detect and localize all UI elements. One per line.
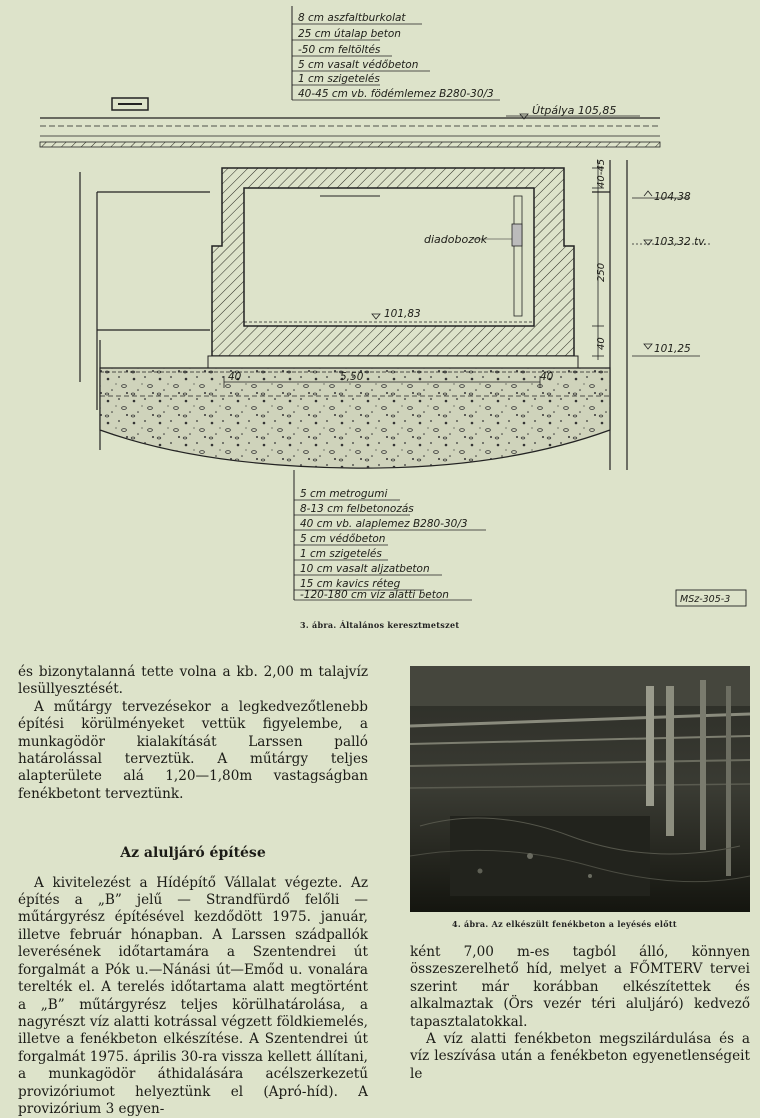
left-para-1: és bizonytalanná tette volna a kb. 2,00 m talajvíz lesüllyesztését. bbox=[18, 664, 368, 698]
left-column bbox=[18, 664, 368, 1118]
elevation-1: 104,38 bbox=[654, 191, 691, 203]
left-para-3: A kivitelezést a Hídépítő Vállalat végezte. Az építés a „B” jelű — Strandfürdő felőli — műtárgyrész építésével kezdődött 1975. január, illetve február hónapban. A Larssen szádpallók leverésének időtartamára a Szentendrei út forgalmát a Pók u.—Nánási út—Emőd u. vonalára terelték el. A terelés időtartama alatt megtörtént a „B” műtárgyrész teljes körülhatárolása, a nagyrészt víz alatti kotrással végzett földkiemelés, illetve a fenékbeton elkészítése. A Szentendrei út forgalmát 1975. április 30-ra vissza kellett állítani, a munkagödör áthidalására acélszerkezetű provizóriumot helyeztünk el (Apró-híd). A provizórium 3 egyen- bbox=[18, 874, 368, 1117]
side-dim-right: 40 bbox=[540, 371, 554, 383]
bottom-layer-labels bbox=[294, 470, 486, 601]
bottom-layer-4: 5 cm védőbeton bbox=[300, 533, 386, 545]
bottom-layer-2: 8-13 cm felbetonozás bbox=[300, 503, 414, 515]
bottom-layer-5: 1 cm szigetelés bbox=[300, 548, 382, 560]
right-para-2: A víz alatti fenékbeton megszilárdulása és a víz leszívása után a fenékbeton egyenetlenségeit le bbox=[410, 1031, 750, 1082]
top-layer-3: -50 cm feltöltés bbox=[298, 44, 381, 56]
top-layer-6: 40-45 cm vb. födémlemez B280-30/3 bbox=[298, 88, 494, 100]
figure3-caption: 3. ábra. Általános keresztmetszet bbox=[300, 620, 460, 630]
tunnel-box bbox=[208, 168, 578, 368]
right-para-1: ként 7,00 m-es tagból álló, könnyen összeszerelhető híd, melyet a FŐMTERV tervei szerint már korábban elkészítettek és alkalmaztak (Örs vezér téri aluljáró) kedvező tapasztalatokkal. bbox=[410, 944, 750, 1030]
drawing-stamp bbox=[676, 590, 746, 606]
bottom-layer-1: 5 cm metrogumi bbox=[300, 488, 388, 500]
bottom-layer-3: 40 cm vb. alaplemez B280-30/3 bbox=[300, 518, 468, 530]
right-column bbox=[410, 944, 750, 1083]
width-dimension: 5,50 bbox=[340, 371, 364, 383]
height-dimension: 250 bbox=[596, 262, 607, 282]
bottom-layer-8: -120-180 cm víz alatti beton bbox=[300, 589, 449, 601]
figure4-caption: 4. ábra. Az elkészült fenékbeton a leyésés előtt bbox=[452, 919, 677, 929]
section-heading: Az aluljáró építése bbox=[120, 845, 266, 862]
top-layer-5: 1 cm szigetelés bbox=[298, 73, 380, 85]
inner-floor-level: 101,83 bbox=[384, 308, 421, 320]
top-layer-2: 25 cm útalap beton bbox=[298, 28, 401, 40]
elevation-3: 101,25 bbox=[654, 343, 691, 355]
construction-photo bbox=[410, 666, 750, 912]
floor-dimension: 40 bbox=[596, 337, 607, 350]
bottom-layer-7: 15 cm kavics réteg bbox=[300, 578, 401, 590]
stamp-text: MSz-305-3 bbox=[680, 594, 731, 605]
road-level-label: Útpálya 105,85 bbox=[532, 104, 617, 117]
top-layer-4: 5 cm vasalt védőbeton bbox=[298, 59, 419, 71]
top-layer-labels bbox=[292, 6, 500, 100]
top-layer-1: 8 cm aszfaltburkolat bbox=[298, 12, 406, 24]
road-surface bbox=[40, 98, 660, 147]
photo-illustration bbox=[410, 666, 750, 912]
elevation-2: 103,32 tv. bbox=[654, 236, 707, 248]
left-para-2: A műtárgy tervezésekor a legkedvezőtlenebb építési körülményeket vettük figyelembe, a munkagödör kialakítását Larssen palló határolással terveztük. A műtárgy teljes alapterülete alá 1,20—1,80m vastagságban fenékbetont terveztünk. bbox=[18, 698, 368, 802]
side-dim-left: 40 bbox=[228, 371, 242, 383]
foundation-concrete bbox=[100, 368, 610, 468]
slab-dimension: 40-45 bbox=[596, 158, 607, 188]
bottom-layer-6: 10 cm vasalt aljzatbeton bbox=[300, 563, 430, 575]
interior-label: diadobozok bbox=[424, 233, 488, 246]
